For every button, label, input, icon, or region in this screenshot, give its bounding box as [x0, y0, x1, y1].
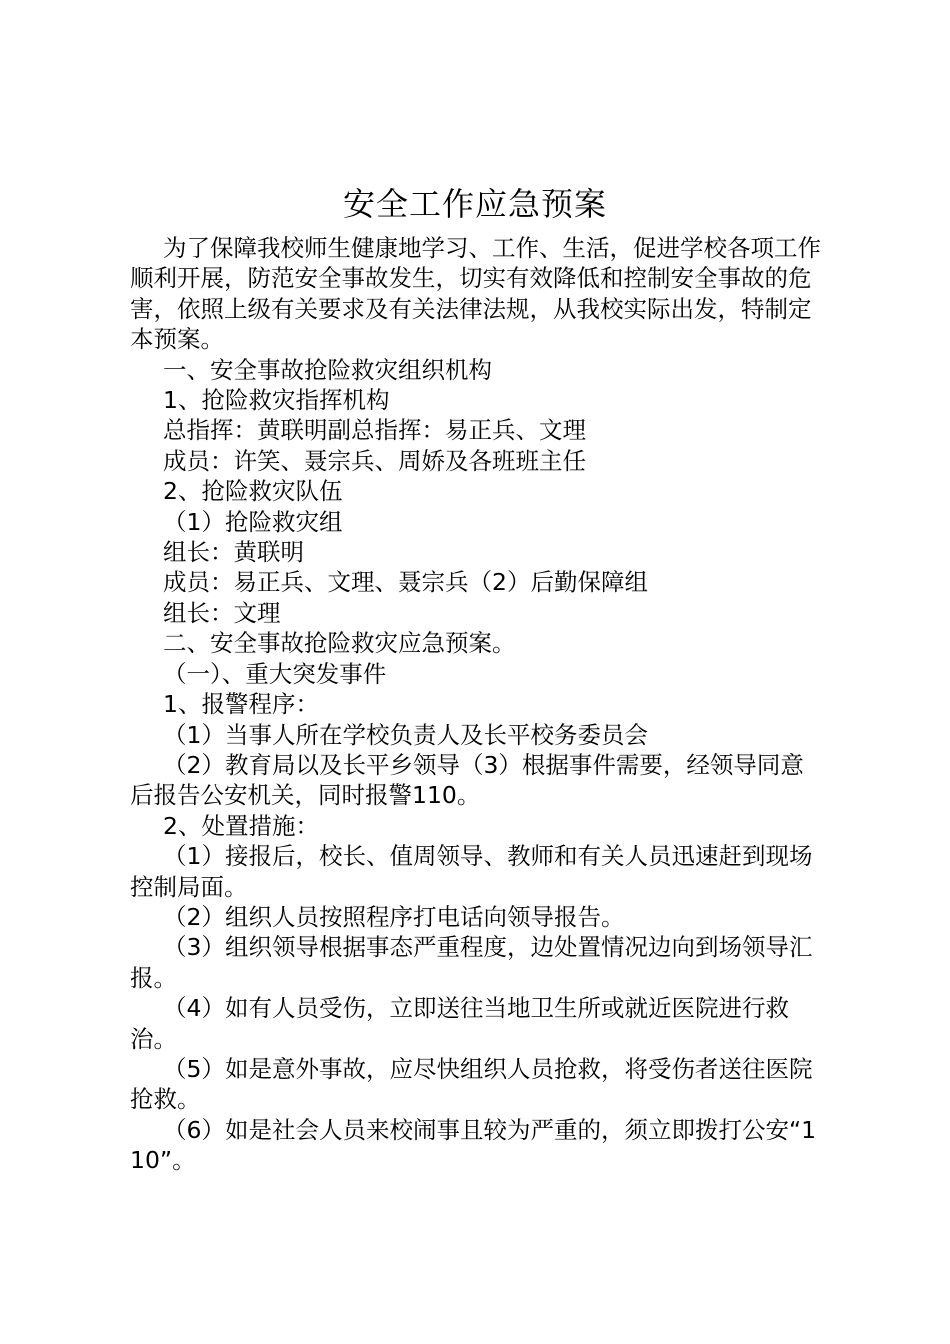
paragraph-alarm-1: （1）当事人所在学校负责人及长平校务委员会	[163, 720, 648, 749]
paragraph-rescue-leader: 组长：黄联明	[163, 538, 304, 567]
paragraph-alarm-heading: 1、报警程序：	[163, 690, 319, 719]
paragraph-measure-2: （2）组织人员按照程序打电话向领导报告。	[163, 902, 625, 931]
paragraph-measure-6: （6）如是社会人员来校闹事且较为严重的，须立即拨打公安“110”。	[130, 1115, 817, 1175]
paragraph-alarm-2: （2）教育局以及长平乡领导（3）根据事件需要，经领导同意后报告公安机关，同时报警110。	[130, 750, 804, 810]
paragraph-measure-1: （1）接报后，校长、值周领导、教师和有关人员迅速赶到现场控制局面。	[130, 842, 813, 901]
paragraph-command-heading: 1、抢险救灾指挥机构	[163, 386, 390, 415]
paragraph-measure-5: （5）如是意外事故，应尽快组织人员抢救，将受伤者送往医院抢救。	[130, 1054, 813, 1114]
paragraph-section-1: 一、安全事故抢险救灾组织机构	[163, 355, 492, 384]
paragraph-rescue-group: （1）抢险救灾组	[163, 507, 343, 536]
paragraph-intro: 为了保障我校师生健康地学习、工作、生活，促进学校各项工作顺利开展，防范安全事故发生，切实有效降低和控制安全事故的危害，依照上级有关要求及有关法律法规，从我校实际出发，特制定本预案。	[130, 234, 821, 354]
paragraph-members: 成员：许笑、聂宗兵、周娇及各班班主任	[163, 446, 586, 475]
paragraph-major-events: （一）、重大突发事件	[163, 659, 387, 688]
paragraph-logistics-leader: 组长：文理	[163, 598, 281, 627]
paragraph-rescue-members: 成员：易正兵、文理、聂宗兵（2）后勤保障组	[163, 568, 648, 597]
document-body	[130, 233, 822, 1176]
paragraph-team-heading: 2、抢险救灾队伍	[163, 477, 343, 506]
document-title: 安全工作应急预案	[342, 185, 607, 223]
paragraph-measure-3: （3）组织领导根据事态严重程度，边处置情况边向到场领导汇报。	[130, 933, 813, 992]
paragraph-section-2: 二、安全事故抢险救灾应急预案。	[163, 629, 516, 658]
paragraph-commander: 总指挥：黄联明副总指挥：易正兵、文理	[163, 416, 586, 445]
paragraph-measure-4: （4）如有人员受伤，立即送往当地卫生所或就近医院进行救治。	[130, 994, 789, 1053]
paragraph-measures-heading: 2、处置措施：	[163, 811, 319, 840]
